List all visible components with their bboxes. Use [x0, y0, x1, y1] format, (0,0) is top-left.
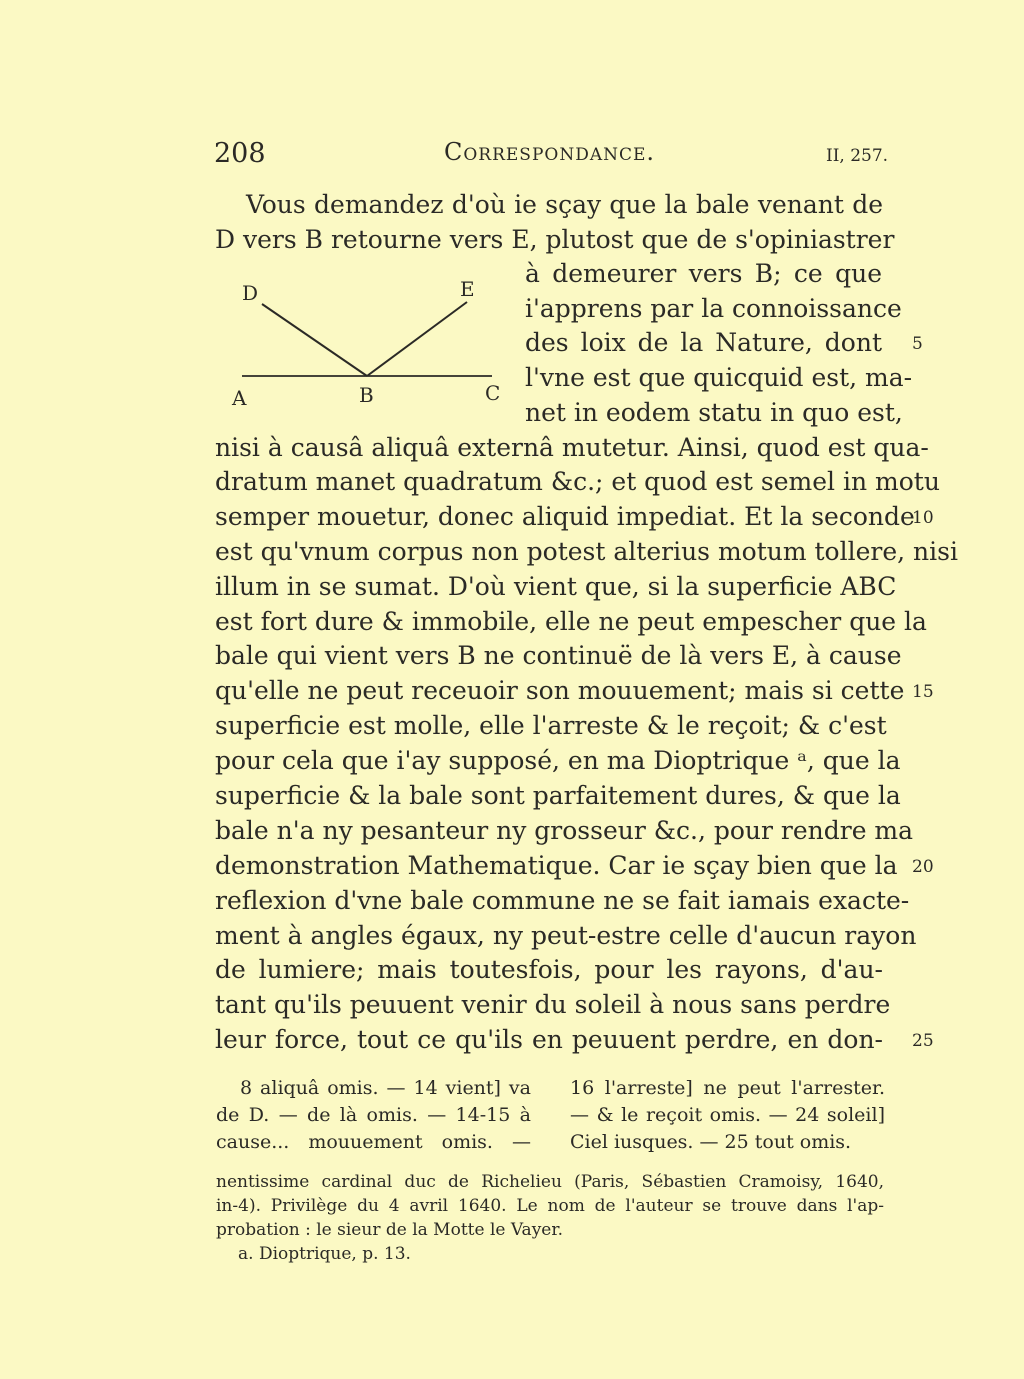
label-a: A	[232, 386, 247, 410]
label-e: E	[460, 277, 475, 301]
line-number: 5	[912, 334, 923, 354]
text-line: net in eodem statu in quo est,	[525, 398, 903, 427]
text-line: illum in se sumat. D'où vient que, si la superficie ABC	[215, 572, 897, 601]
line-number: 25	[912, 1031, 934, 1051]
line-number: 10	[912, 508, 934, 528]
text-line: demonstration Mathematique. Car ie sçay bien que la	[215, 851, 898, 880]
footnote-line: nentissime cardinal duc de Richelieu (Paris, Sébastien Cramoisy, 1640,	[216, 1172, 884, 1192]
text-line: des loix de la Nature, dont	[525, 328, 882, 357]
variant-line: 16 l'arreste] ne peut l'arrester.	[570, 1077, 885, 1099]
line-number: 15	[912, 682, 934, 702]
text-line: bale n'a ny pesanteur ny grosseur &c., pour rendre ma	[215, 816, 914, 845]
text-line: nisi à causâ aliquâ externâ mutetur. Ainsi, quod est qua-	[215, 433, 929, 462]
text-line: de lumiere; mais toutesfois, pour les rayons, d'au-	[215, 955, 883, 984]
text-line: est fort dure & immobile, elle ne peut empescher que la	[215, 607, 927, 636]
label-c: C	[485, 381, 501, 405]
footnote-line: in-4). Privilège du 4 avril 1640. Le nom de l'auteur se trouve dans l'ap-	[216, 1196, 884, 1216]
text-line: ment à angles égaux, ny peut-estre celle d'aucun rayon	[215, 921, 917, 950]
text-line: à demeurer vers B; ce que	[525, 259, 882, 288]
text-line: leur force, tout ce qu'ils en peuuent perdre, en don-	[215, 1025, 883, 1054]
label-d: D	[242, 281, 259, 305]
text-line: pour cela que i'ay supposé, en ma Dioptrique ᵃ, que la	[215, 746, 901, 775]
text-line: reflexion d'vne bale commune ne se fait iamais exacte-	[215, 886, 910, 915]
variant-line: 8 aliquâ omis. — 14 vient] va	[240, 1077, 531, 1099]
text-line: Vous demandez d'où ie sçay que la bale venant de	[246, 190, 883, 219]
incident-ray	[262, 304, 367, 376]
text-line: est qu'vnum corpus non potest alterius motum tollere, nisi	[215, 537, 958, 566]
page-number: 208	[214, 138, 266, 169]
reflection-diagram	[222, 272, 512, 412]
footnote-line: probation : le sieur de la Motte le Vayer.	[216, 1220, 564, 1240]
text-line: bale qui vient vers B ne continuë de là vers E, à cause	[215, 641, 902, 670]
text-line: tant qu'ils peuuent venir du soleil à nous sans perdre	[215, 990, 891, 1019]
text-line: i'apprens par la connoissance	[525, 294, 902, 323]
variant-line: cause... mouuement omis. —	[216, 1131, 531, 1153]
variant-line: de D. — de là omis. — 14-15 à	[216, 1104, 531, 1126]
text-line: l'vne est que quicquid est, ma-	[525, 363, 913, 392]
text-line: superficie & la bale sont parfaitement dures, & que la	[215, 781, 901, 810]
running-title: Correspondance.	[444, 138, 656, 166]
text-line: dratum manet quadratum &c.; et quod est semel in motu	[215, 467, 940, 496]
variant-line: — & le reçoit omis. — 24 soleil]	[570, 1104, 885, 1126]
text-line: superficie est molle, elle l'arreste & le reçoit; & c'est	[215, 711, 887, 740]
variant-line: Ciel iusques. — 25 tout omis.	[570, 1131, 852, 1153]
reflected-ray	[367, 302, 467, 376]
text-line: qu'elle ne peut receuoir son mouuement; mais si cette	[215, 676, 905, 705]
footnote-line: a. Dioptrique, p. 13.	[238, 1244, 411, 1264]
text-line: D vers B retourne vers E, plutost que de s'opiniastrer	[215, 225, 895, 254]
page-reference: II, 257.	[826, 146, 889, 166]
label-b: B	[359, 383, 374, 407]
line-number: 20	[912, 857, 934, 877]
text-line: semper mouetur, donec aliquid impediat. Et la seconde	[215, 502, 915, 531]
